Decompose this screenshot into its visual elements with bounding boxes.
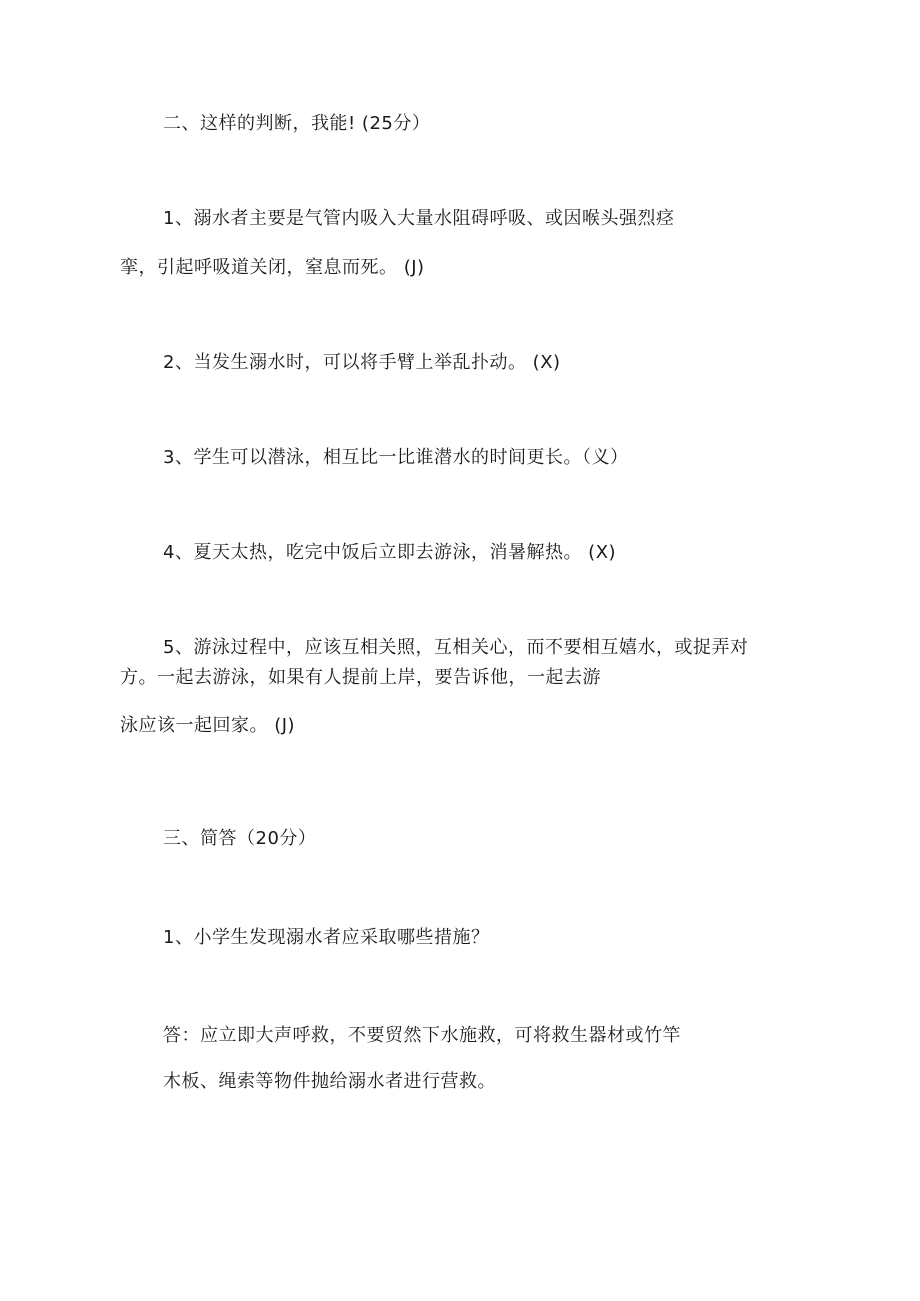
item-5-line-1: 5、游泳过程中，应该互相关照，互相关心，而不要相互嬉水，或捉弄对 xyxy=(163,637,749,658)
question-1: 1、小学生发现溺水者应采取哪些措施？ xyxy=(163,927,490,948)
item-2-line-1: 2、当发生溺水时，可以将手臂上举乱扑动。 (X) xyxy=(163,352,561,373)
item-1-line-2: 挛，引起呼吸道关闭，窒息而死。 (J) xyxy=(120,257,425,278)
item-3-line-1: 3、学生可以潜泳，相互比一比谁潜水的时间更长。（义） xyxy=(163,447,629,468)
answer-line-1: 答：应立即大声呼救，不要贸然下水施救，可将救生器材或竹竿 xyxy=(163,1025,681,1046)
section-3-heading: 三、简答（20分） xyxy=(163,828,317,849)
item-1-line-1: 1、溺水者主要是气管内吸入大量水阻碍呼吸、或因喉头强烈痉 xyxy=(163,208,675,229)
item-5-line-2: 方。一起去游泳，如果有人提前上岸，要告诉他，一起去游 xyxy=(120,667,601,688)
item-4-line-1: 4、夏天太热，吃完中饭后立即去游泳，消暑解热。 (X) xyxy=(163,542,617,563)
item-5-line-3: 泳应该一起回家。 (J) xyxy=(120,715,296,736)
answer-line-2: 木板、绳索等物件抛给溺水者进行营救。 xyxy=(163,1071,496,1092)
section-2-heading: 二、这样的判断，我能! (25分） xyxy=(163,113,431,134)
